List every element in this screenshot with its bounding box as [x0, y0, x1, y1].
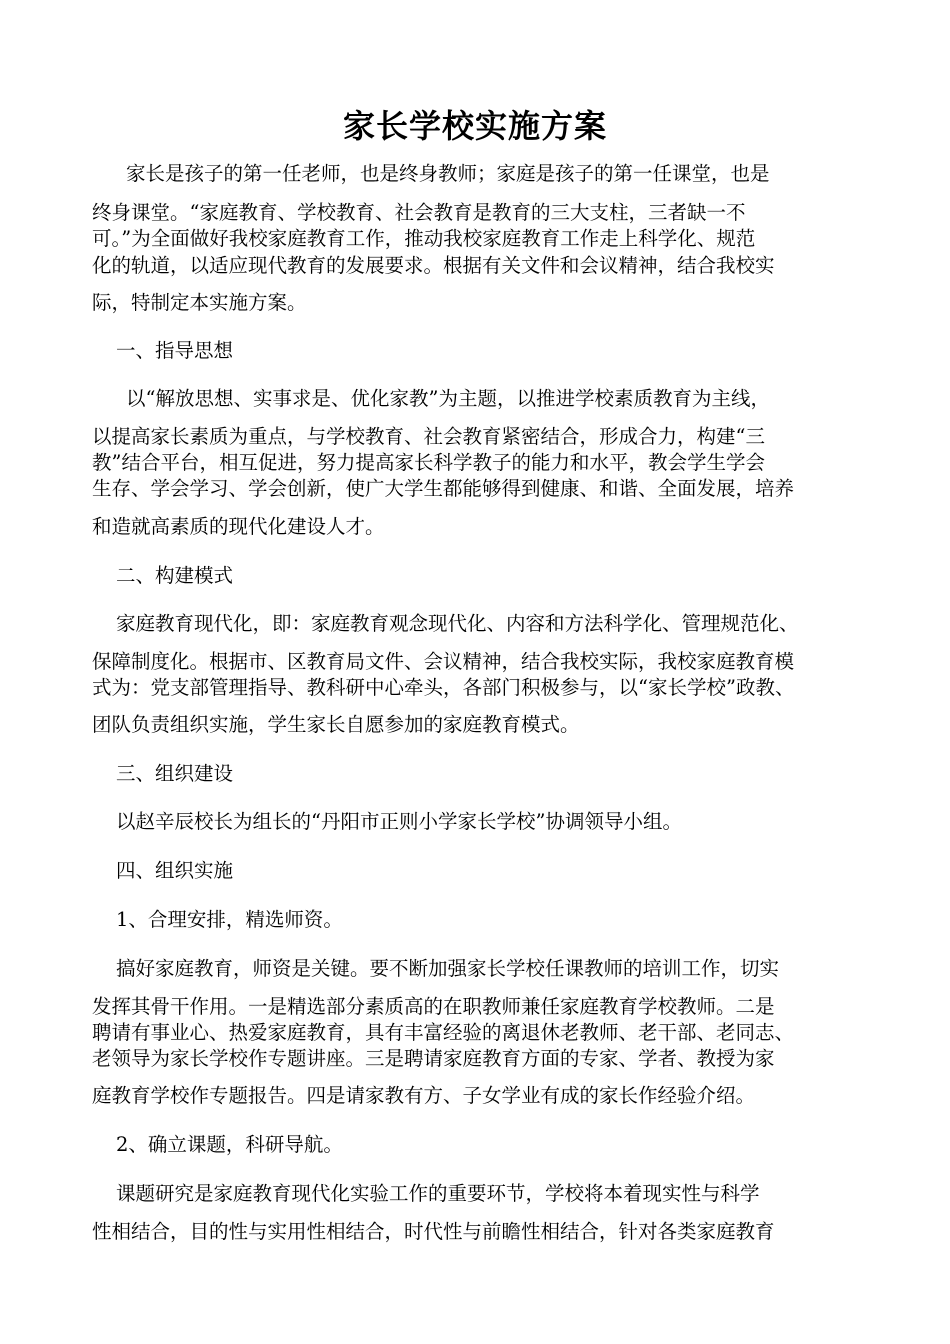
paragraph-line: 性相结合，目的性与实用性相结合，时代性与前瞻性相结合，针对各类家庭教育 [92, 1220, 775, 1243]
paragraph-line: 际，特制定本实施方案。 [92, 291, 307, 314]
paragraph-line: 课题研究是家庭教育现代化实验工作的重要环节，学校将本着现实性与科学 [116, 1182, 760, 1205]
paragraph-line: 搞好家庭教育，师资是关键。要不断加强家长学校任课教师的培训工作，切实 [116, 957, 780, 980]
paragraph-line: 生存、学会学习、学会创新，使广大学生都能够得到健康、和谐、全面发展，培养 [92, 477, 795, 500]
paragraph-line: 和造就高素质的现代化建设人才。 [92, 515, 385, 538]
paragraph-line: 家长是孩子的第一任老师，也是终身教师；家庭是孩子的第一任课堂，也是 [126, 162, 770, 185]
paragraph-line: 以提高家长素质为重点，与学校教育、社会教育紧密结合，形成合力，构建“三 [92, 425, 765, 448]
paragraph-line: 老领导为家长学校作专题讲座。三是聘请家庭教育方面的专家、学者、教授为家 [92, 1047, 775, 1070]
paragraph-line: 保障制度化。根据市、区教育局文件、会议精神，结合我校实际，我校家庭教育模 [92, 650, 795, 673]
subsection-heading: 2、确立课题，科研导航。 [116, 1133, 343, 1156]
paragraph-line: 式为：党支部管理指导、教科研中心牵头，各部门积极参与，以“家长学校”政教、 [92, 676, 795, 699]
paragraph-line: 庭教育学校作专题报告。四是请家教有方、子女学业有成的家长作经验介绍。 [92, 1084, 756, 1107]
document-title: 家长学校实施方案 [342, 107, 607, 145]
paragraph-line: 终身课堂。“家庭教育、学校教育、社会教育是教育的三大支柱，三者缺一不 [92, 201, 746, 224]
paragraph-line: 家庭教育现代化，即：家庭教育观念现代化、内容和方法科学化、管理规范化、 [116, 612, 799, 635]
section-heading: 三、组织建设 [116, 762, 234, 785]
paragraph-line: 以“解放思想、实事求是、优化家教”为主题，以推进学校素质教育为主线， [126, 387, 770, 410]
paragraph-line: 发挥其骨干作用。一是精选部分素质高的在职教师兼任家庭教育学校教师。二是 [92, 995, 775, 1018]
section-heading: 四、组织实施 [116, 859, 234, 882]
paragraph-line: 化的轨道，以适应现代教育的发展要求。根据有关文件和会议精神，结合我校实 [92, 254, 775, 277]
paragraph-line: 可。”为全面做好我校家庭教育工作，推动我校家庭教育工作走上科学化、规范 [92, 227, 756, 250]
paragraph-line: 聘请有事业心、热爱家庭教育，具有丰富经验的离退休老教师、老干部、老同志、 [92, 1021, 795, 1044]
section-heading: 一、指导思想 [116, 339, 234, 362]
paragraph-line: 团队负责组织实施，学生家长自愿参加的家庭教育模式。 [92, 713, 580, 736]
paragraph-line: 以赵辛辰校长为组长的“丹阳市正则小学家长学校”协调领导小组。 [116, 810, 682, 833]
subsection-heading: 1、合理安排，精选师资。 [116, 908, 343, 931]
paragraph-line: 教”结合平台，相互促进，努力提高家长科学教子的能力和水平，教会学生学会 [92, 451, 765, 474]
section-heading: 二、构建模式 [116, 564, 234, 587]
